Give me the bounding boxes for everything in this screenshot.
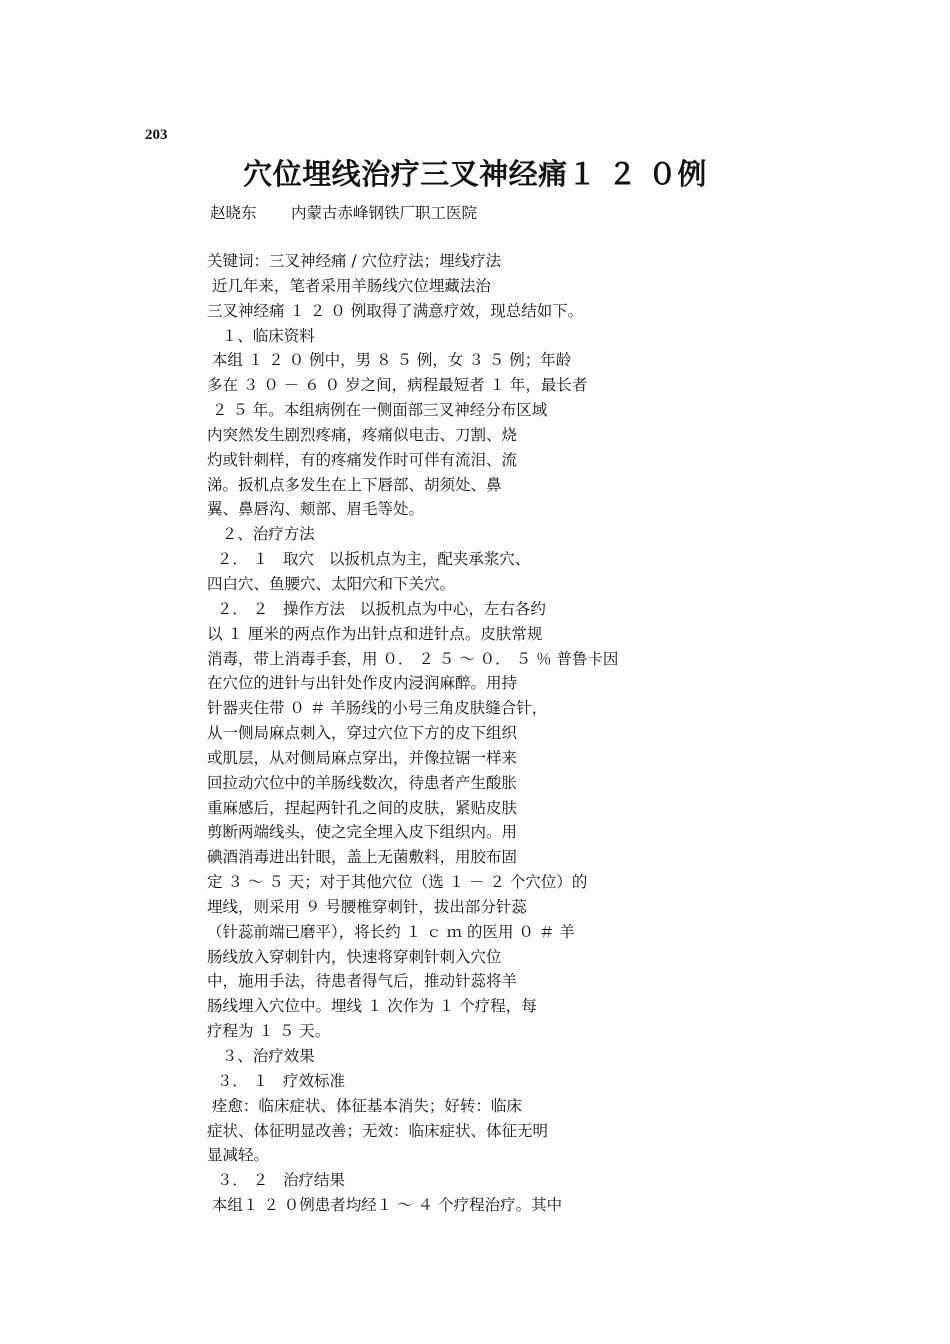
body-text-line: 内突然发生剧烈疼痛，疼痛似电击、刀割、烧 xyxy=(207,425,518,444)
body-text-line: 四白穴、鱼腰穴、太阳穴和下关穴。 xyxy=(207,574,456,593)
body-text-line: 中，施用手法，待患者得气后，推动针蕊将羊 xyxy=(207,972,518,991)
body-text-line: 剪断两端线头，使之完全埋入皮下组织内。用 xyxy=(207,823,518,842)
body-text-line: ３． ２ 治疗结果 xyxy=(207,1171,346,1190)
body-text-line: 症状、体征明显改善；无效：临床症状、体征无明 xyxy=(207,1121,549,1140)
body-text-line: 本组 １ ２ ０ 例中，男 ８ ５ 例，女 ３ ５ 例；年龄 xyxy=(207,351,572,370)
article-body xyxy=(207,249,647,1218)
body-text-line: 回拉动穴位中的羊肠线数次，待患者产生酸胀 xyxy=(207,773,518,792)
body-text-line: 肠线埋入穴位中。埋线 １ 次作为 １ 个疗程，每 xyxy=(207,997,537,1016)
byline xyxy=(210,201,477,223)
body-text-line: 在穴位的进针与出针处作皮内浸润麻醉。用持 xyxy=(207,674,518,693)
body-text-line: ３． １ 疗效标准 xyxy=(207,1071,346,1090)
body-text-line: 埋线，则采用 ９ 号腰椎穿刺针，拔出部分针蕊 xyxy=(207,897,527,916)
body-text-line: 重麻感后，捏起两针孔之间的皮肤，紧贴皮肤 xyxy=(207,798,518,817)
body-text-line: １、临床资料 xyxy=(207,326,315,345)
body-text-line: ２． １ 取穴 以扳机点为主，配夹承浆穴、 xyxy=(207,550,531,569)
body-text-line: 近几年来，笔者采用羊肠线穴位埋藏法治 xyxy=(207,276,491,295)
body-text-line: 疗程为 １ ５ 天。 xyxy=(207,1022,331,1041)
article-title xyxy=(0,152,950,193)
author-name: 赵晓东 xyxy=(210,204,257,222)
body-text-line: 以 １ 厘米的两点作为出针点和进针点。皮肤常规 xyxy=(207,624,543,643)
body-text-line: （针蕊前端已磨平），将长约 １ ｃ ｍ 的医用 ０ ＃ 羊 xyxy=(207,922,575,941)
author-affiliation: 内蒙古赤峰钢铁厂职工医院 xyxy=(291,204,478,222)
body-text-line: 或肌层，从对侧局麻点穿出，并像拉锯一样来 xyxy=(207,748,518,767)
body-text-line: 碘酒消毒进出针眼，盖上无菌敷料，用胶布固 xyxy=(207,848,518,867)
body-text-line: ２ ５ 年。本组病例在一侧面部三叉神经分布区域 xyxy=(207,401,548,420)
page-number: 203 xyxy=(145,127,168,143)
body-text-line: 针器夹住带 ０ ＃ 羊肠线的小号三角皮肤缝合针， xyxy=(207,699,548,718)
body-text-line: 多在 ３ ０ － ６ ０ 岁之间，病程最短者 １ 年，最长者 xyxy=(207,376,588,395)
body-text-line: ２． ２ 操作方法 以扳机点为中心，左右各约 xyxy=(207,599,546,618)
body-text-line: 定 ３ ～ ５ 天；对于其他穴位（选 １ － ２ 个穴位）的 xyxy=(207,873,588,892)
body-text-line: 消毒，带上消毒手套，用 ０． ２ ５ ～ ０． ５ ％ 普鲁卡因 xyxy=(207,649,619,668)
body-text-line: ２、治疗方法 xyxy=(207,525,315,544)
body-text-line: 痊愈：临床症状、体征基本消失；好转：临床 xyxy=(207,1096,522,1115)
body-text-line: 三叉神经痛 １ ２ ０ 例取得了满意疗效，现总结如下。 xyxy=(207,301,584,320)
body-text-line: 翼、鼻唇沟、颊部、眉毛等处。 xyxy=(207,500,425,519)
body-text-line: 涕。扳机点多发生在上下唇部、胡须处、鼻 xyxy=(207,475,502,494)
body-text-line: 灼或针刺样，有的疼痛发作时可伴有流泪、流 xyxy=(207,450,518,469)
body-text-line: 从一侧局麻点刺入，穿过穴位下方的皮下组织 xyxy=(207,724,518,743)
article-title-text: 穴位埋线治疗三叉神经痛１ ２ ０例 xyxy=(243,157,707,191)
body-text-line: 本组１ ２ ０例患者均经１ ～ ４ 个疗程治疗。其中 xyxy=(207,1196,563,1215)
body-text-line: ３、治疗效果 xyxy=(207,1047,315,1065)
body-text-line: 关键词：三叉神经痛 / 穴位疗法；埋线疗法 xyxy=(207,252,502,270)
body-text-line: 肠线放入穿刺针内，快速将穿刺针刺入穴位 xyxy=(207,947,502,966)
body-text-line: 显减轻。 xyxy=(207,1146,270,1165)
